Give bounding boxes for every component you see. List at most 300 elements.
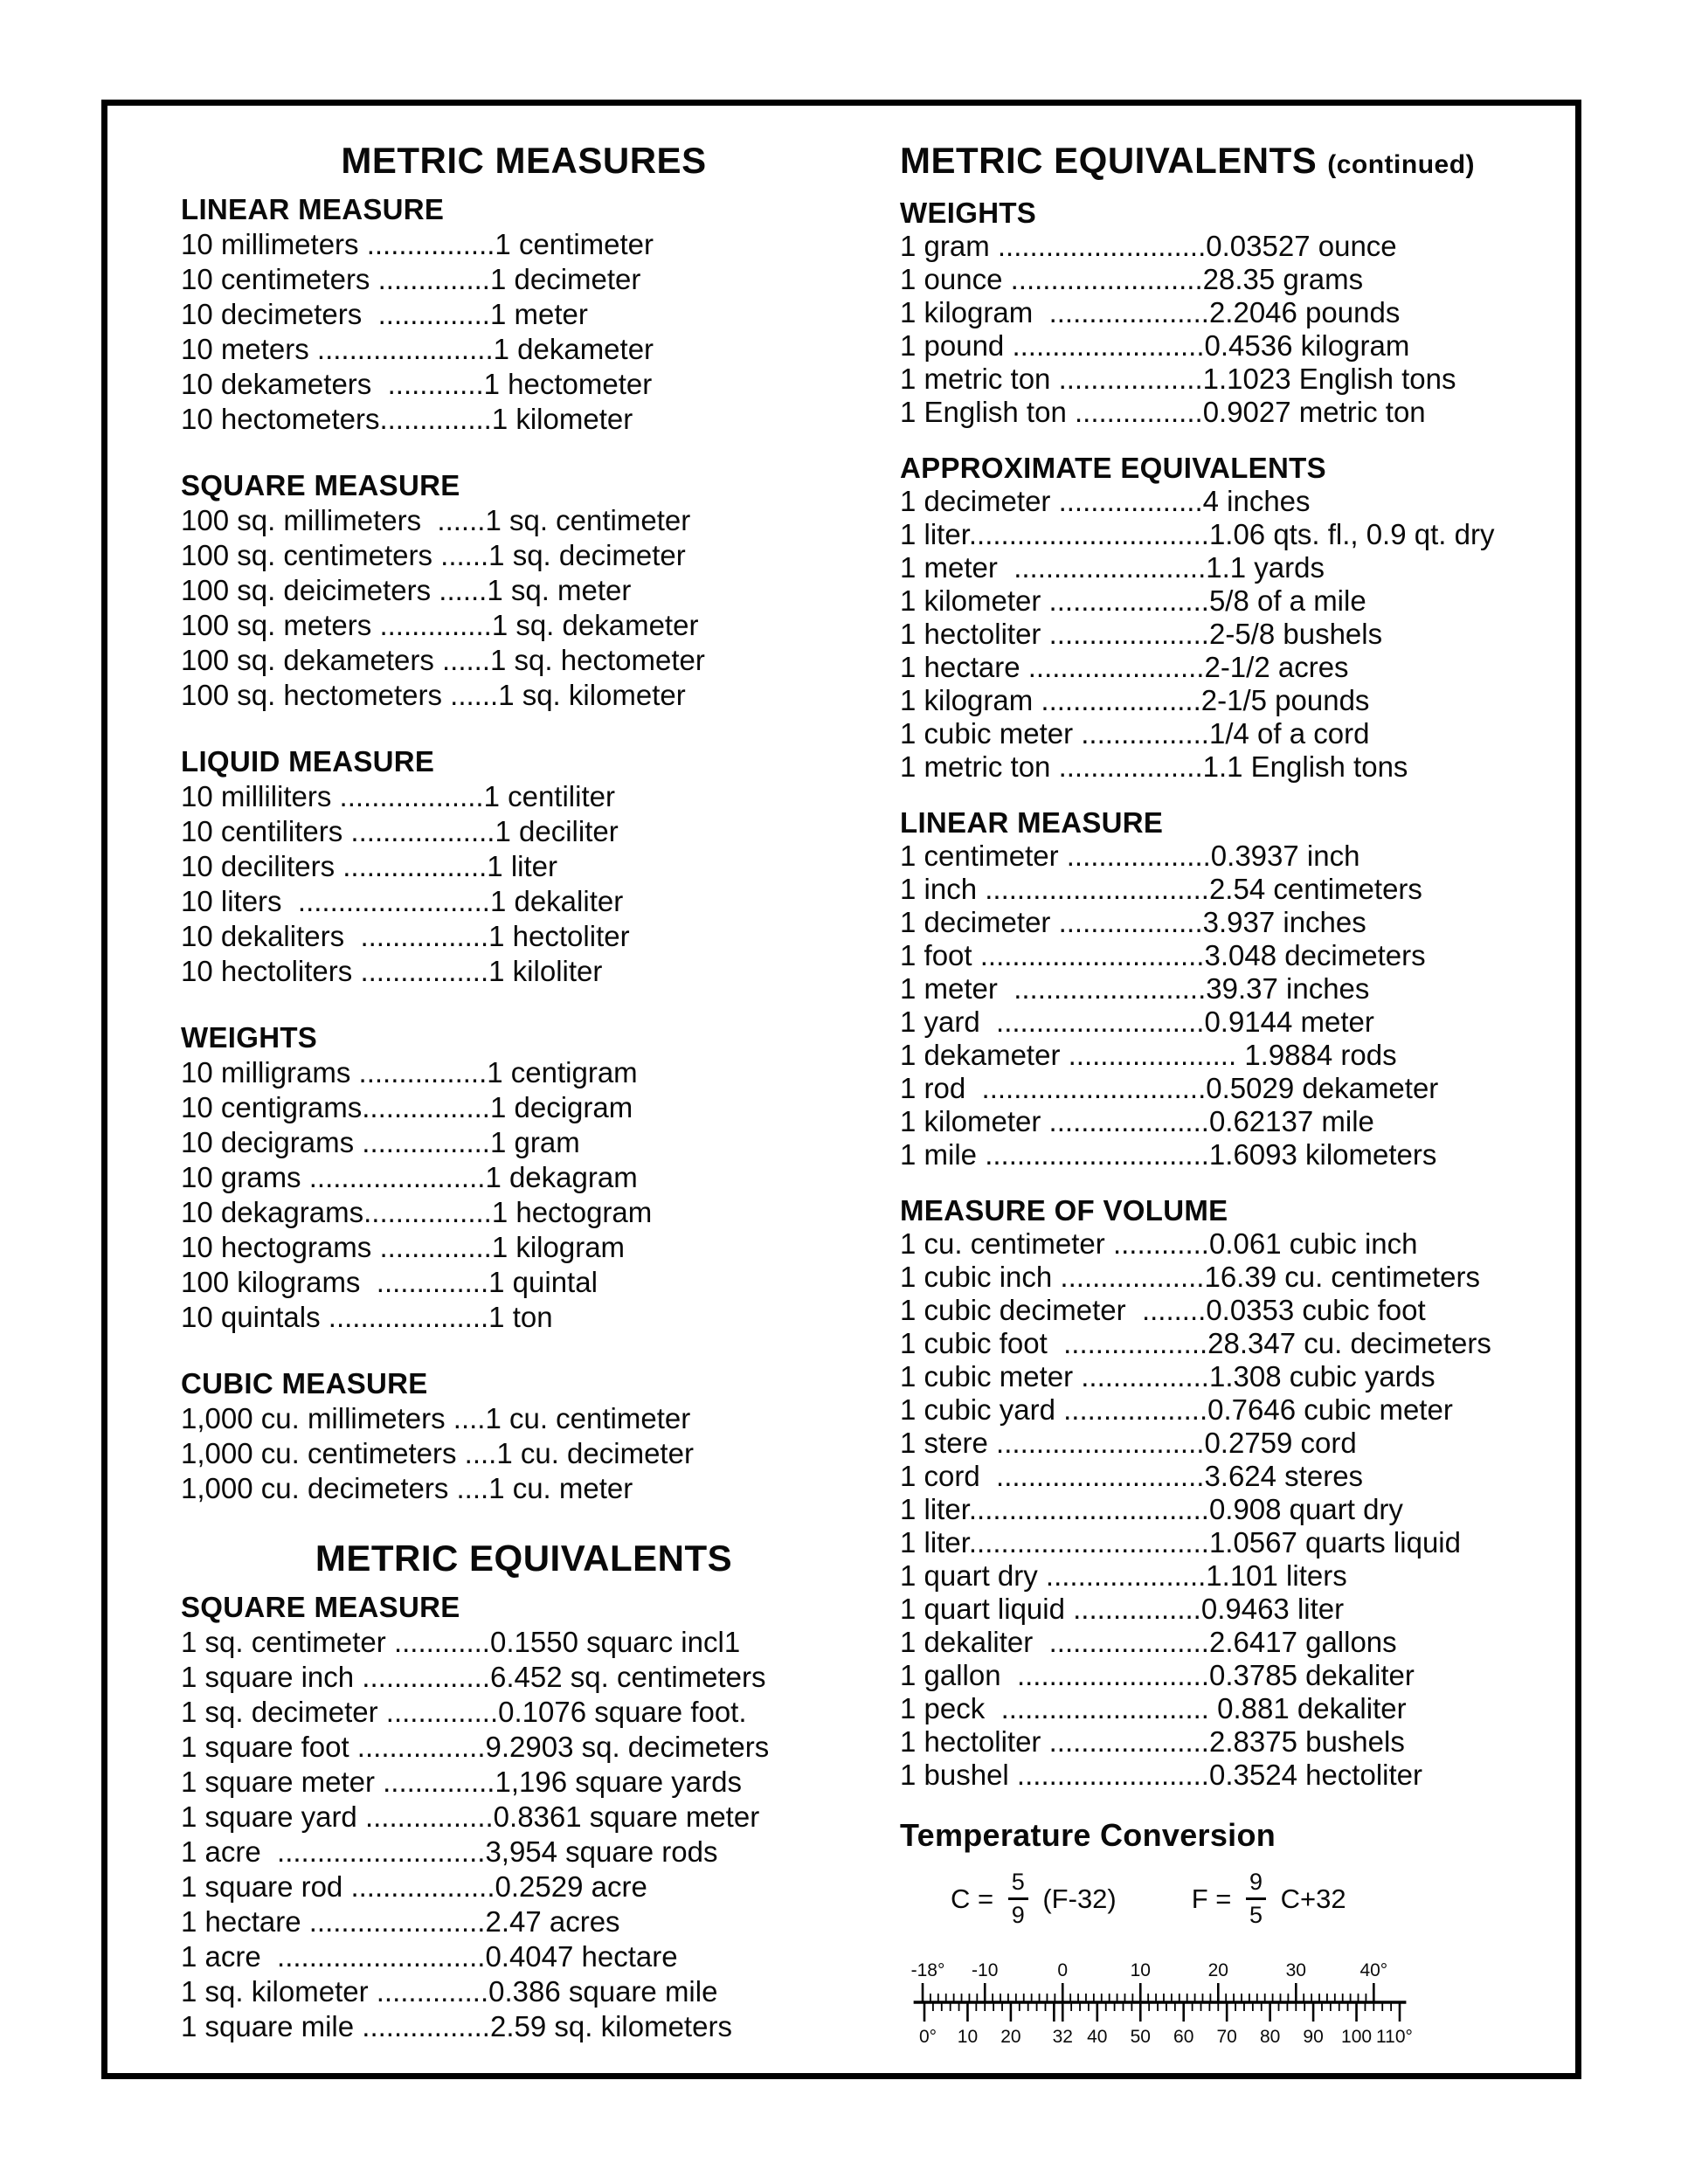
row-label: 1 metric ton — [900, 750, 1051, 783]
dot-leader: .......................... — [979, 1006, 1205, 1038]
conversion-row — [900, 1559, 1575, 1593]
row-label: 1 square inch — [181, 1661, 355, 1693]
page-border-frame — [101, 100, 1581, 2079]
row-value: 1 dekameter — [493, 333, 654, 365]
row-value: 2.54 centimeters — [1208, 873, 1422, 905]
row-value: 3.048 decimeters — [1204, 939, 1426, 971]
row-value: 2.47 acres — [485, 1905, 620, 1938]
dot-leader: .... — [445, 1402, 486, 1434]
conversion-row — [900, 618, 1575, 651]
row-value: 0.4047 hectare — [485, 1940, 678, 1973]
fraction-numerator: 5 — [1008, 1870, 1028, 1900]
dot-leader: ............................ — [965, 1072, 1207, 1104]
conversion-row — [900, 873, 1575, 906]
row-value: 28.347 cu. decimeters — [1207, 1327, 1491, 1359]
row-label: 1 mile — [900, 1138, 978, 1171]
row-label: 10 dekagrams — [181, 1196, 364, 1228]
dot-leader: .................... — [1041, 618, 1209, 650]
dot-leader: .................... — [1041, 1105, 1209, 1137]
page-title — [900, 140, 1575, 186]
dot-leader: ........................ — [1000, 1659, 1209, 1691]
row-label: 1 liter — [900, 1493, 969, 1525]
conversion-row — [900, 1261, 1575, 1294]
row-label: 1,000 cu. decimeters — [181, 1472, 449, 1504]
fahrenheit-tick-label: 32 — [1052, 2027, 1073, 2047]
left-column — [181, 140, 867, 2044]
row-value: 2.59 sq. kilometers — [489, 2010, 732, 2042]
row-value: 1 kilometer — [491, 403, 633, 435]
row-label: 10 centimeters — [181, 263, 370, 295]
dot-leader: ............................ — [977, 873, 1209, 905]
conversion-row — [181, 503, 867, 538]
row-label: 1 decimeter — [900, 906, 1051, 938]
row-label: 100 sq. millimeters — [181, 504, 422, 536]
conversion-row — [900, 972, 1575, 1006]
dot-leader: ................ — [363, 1196, 492, 1228]
row-label: 10 centiliters — [181, 815, 343, 847]
dot-leader: .... — [456, 1437, 497, 1469]
dot-leader: ...................... — [301, 1905, 486, 1938]
row-label: 1 peck — [900, 1692, 986, 1724]
row-value: 1 sq. meter — [487, 574, 632, 606]
row-value: 0.061 cubic inch — [1208, 1227, 1418, 1260]
fahrenheit-tick-label: 90 — [1303, 2027, 1324, 2047]
row-value: 1,196 square yards — [495, 1766, 742, 1798]
row-value: 0.2759 cord — [1204, 1427, 1357, 1459]
conversion-row — [181, 1471, 867, 1506]
dot-leader: .............. — [371, 609, 492, 641]
conversion-row — [900, 651, 1575, 684]
row-value: 0.908 quart dry — [1208, 1493, 1403, 1525]
row-value: 1 cu. centimeter — [485, 1402, 691, 1434]
row-value: 28.35 grams — [1202, 263, 1364, 295]
row-value: 6.452 sq. centimeters — [490, 1661, 766, 1693]
dot-leader: .................. — [1058, 840, 1211, 872]
row-label: 1 kilogram — [900, 684, 1034, 716]
row-label: 1 English ton — [900, 396, 1067, 428]
dot-leader: ........ — [1125, 1294, 1207, 1326]
dot-leader: ................ — [362, 1091, 490, 1123]
dot-leader: .................... — [1041, 584, 1209, 617]
conversion-row — [181, 814, 867, 849]
row-label: 1 metric ton — [900, 363, 1051, 395]
row-label: 1 hectare — [900, 651, 1020, 683]
row-value: 1.308 cubic yards — [1208, 1360, 1435, 1393]
dot-leader: .................... — [320, 1301, 489, 1333]
dot-leader: .................. — [1055, 1393, 1208, 1426]
row-value: 0.3937 inch — [1210, 840, 1360, 872]
dot-leader: .................... — [1041, 1725, 1209, 1758]
dot-leader: .................. — [1050, 750, 1203, 783]
dot-leader: ...................... — [1020, 651, 1205, 683]
dot-leader: ................ — [1066, 396, 1203, 428]
row-value: 3.624 steres — [1204, 1460, 1364, 1492]
row-label: 10 deciliters — [181, 850, 336, 882]
dot-leader: .............. — [374, 1766, 495, 1798]
row-label: 1 acre — [181, 1835, 261, 1868]
row-label: 1 cubic meter — [900, 1360, 1074, 1393]
row-label: 1 dekameter — [900, 1039, 1061, 1071]
fahrenheit-tick-label: 40 — [1087, 2027, 1108, 2047]
row-label: 1 hectare — [181, 1905, 301, 1938]
conversion-row — [900, 1039, 1575, 1072]
conversion-row — [181, 1835, 867, 1870]
conversion-row — [181, 884, 867, 919]
dot-leader: .............. — [379, 403, 492, 435]
row-value: 1 centimeter — [495, 228, 654, 260]
row-value: 1 dekagram — [485, 1161, 638, 1193]
row-value: 4 inches — [1202, 485, 1311, 517]
row-value: 1 cu. meter — [488, 1472, 633, 1504]
row-label: 1 dekaliter — [900, 1626, 1034, 1658]
temperature-scale-ruler — [909, 1950, 1415, 2058]
dot-leader: ................ — [344, 920, 489, 952]
row-value: 0.62137 mile — [1208, 1105, 1374, 1137]
row-label: 1 cord — [900, 1460, 980, 1492]
row-value: 1.1023 English tons — [1202, 363, 1456, 395]
conversion-row — [181, 2009, 867, 2044]
dot-leader: .......................... — [989, 230, 1207, 262]
row-label: 10 grams — [181, 1161, 301, 1193]
row-label: 1 decimeter — [900, 485, 1051, 517]
row-label: 1 kilometer — [900, 584, 1041, 617]
conversion-row — [181, 678, 867, 713]
row-value: 1 kilogram — [491, 1231, 626, 1263]
row-value: 1 sq. decimeter — [488, 539, 686, 571]
dot-leader: ...... — [421, 504, 486, 536]
row-value: 1 hectogram — [491, 1196, 653, 1228]
row-value: 0.2529 acre — [495, 1870, 647, 1903]
dot-leader: .......................... — [260, 1940, 486, 1973]
row-value: 1.9884 rods — [1236, 1039, 1397, 1071]
page-title-text: METRIC EQUIVALENTS — [315, 1538, 733, 1579]
row-value: 1.101 liters — [1206, 1559, 1347, 1592]
row-label: 100 sq. meters — [181, 609, 372, 641]
dot-leader: ...... — [432, 539, 489, 571]
conversion-row — [181, 1904, 867, 1939]
row-label: 10 millimeters — [181, 228, 359, 260]
formula-lhs: C = — [951, 1883, 1001, 1914]
row-label: 1 pound — [900, 329, 1005, 362]
fahrenheit-tick-label: 10 — [957, 2027, 979, 2047]
row-label: 1 hectoliter — [900, 1725, 1041, 1758]
row-label: 1 cubic foot — [900, 1327, 1048, 1359]
conversion-row — [181, 1695, 867, 1730]
row-value: 0.1550 squarc incl1 — [489, 1626, 741, 1658]
conversion-row — [181, 1625, 867, 1660]
conversion-row — [181, 1195, 867, 1230]
dot-leader: .................... — [1037, 1559, 1207, 1592]
dot-leader: ............ — [1104, 1227, 1209, 1260]
row-label: 1 square rod — [181, 1870, 343, 1903]
dot-leader: .............. — [360, 1266, 489, 1298]
row-label: 100 sq. centimeters — [181, 539, 432, 571]
celsius-tick-label: 10 — [1130, 1960, 1151, 1980]
section-heading: APPROXIMATE EQUIVALENTS — [900, 452, 1326, 484]
row-label: 1 cubic yard — [900, 1393, 1055, 1426]
conversion-row — [900, 1626, 1575, 1659]
fahrenheit-tick-label: 0° — [918, 2027, 937, 2047]
dot-leader: ............ — [385, 1626, 490, 1658]
dot-leader: .................. — [1047, 1327, 1208, 1359]
dot-leader: ................ — [349, 1731, 486, 1763]
temperature-formulas — [951, 1870, 1575, 1927]
formula-rhs: (F-32) — [1034, 1883, 1117, 1914]
row-value: 1 sq. hectometer — [490, 644, 705, 676]
fraction-denominator: 5 — [1249, 1902, 1263, 1928]
row-label: 1 square mile — [181, 2010, 355, 2042]
row-label: 1 gram — [900, 230, 990, 262]
row-value: 1 dekaliter — [489, 885, 624, 917]
row-value: 1 hectoliter — [488, 920, 630, 952]
conversion-row — [181, 1300, 867, 1335]
row-label: 10 liters — [181, 885, 282, 917]
celsius-tick-label: 0 — [1057, 1960, 1069, 1980]
conversion-row — [900, 939, 1575, 972]
conversion-row — [900, 1725, 1575, 1759]
dot-leader: ................ — [356, 1800, 494, 1833]
row-value: 0.9463 liter — [1200, 1593, 1345, 1625]
section-heading: LIQUID MEASURE — [181, 745, 435, 778]
conversion-row — [181, 297, 867, 332]
conversion-row — [900, 584, 1575, 618]
dot-leader: .................... — [1033, 684, 1201, 716]
fraction-denominator: 9 — [1011, 1902, 1025, 1928]
conversion-row — [900, 396, 1575, 429]
conversion-row — [900, 1759, 1575, 1792]
celsius-formula — [951, 1870, 1117, 1927]
conversion-row — [181, 1125, 867, 1160]
conversion-row — [181, 608, 867, 643]
right-column — [900, 140, 1575, 2058]
dot-leader: ........................ — [1008, 1759, 1209, 1791]
dot-leader: .......................... — [987, 1427, 1205, 1459]
row-label: 1 liter — [900, 518, 969, 550]
fraction — [1246, 1870, 1266, 1927]
row-label: 10 hectograms — [181, 1231, 372, 1263]
dot-leader: ............................ — [972, 939, 1205, 971]
row-value: 3,954 square rods — [485, 1835, 718, 1868]
row-value: 1 centiliter — [483, 780, 615, 812]
section-heading: WEIGHTS — [181, 1021, 318, 1054]
row-label: 10 hectometers — [181, 403, 380, 435]
row-value: 1 ton — [488, 1301, 553, 1333]
conversion-row — [900, 1460, 1575, 1493]
celsius-tick-label: 20 — [1207, 1960, 1228, 1980]
row-label: 1 stere — [900, 1427, 988, 1459]
page-title-text: METRIC MEASURES — [341, 140, 707, 181]
conversion-row — [181, 1090, 867, 1125]
row-value: 0.03527 ounce — [1206, 230, 1397, 262]
row-label: 1 gallon — [900, 1659, 1001, 1691]
dot-leader: .................. — [1050, 363, 1203, 395]
section-heading: MEASURE OF VOLUME — [900, 1194, 1228, 1227]
row-value: 1.0567 quarts liquid — [1208, 1526, 1461, 1559]
row-label: 1 centimeter — [900, 840, 1059, 872]
dot-leader: ................ — [1064, 1593, 1201, 1625]
row-value: 39.37 inches — [1206, 972, 1370, 1005]
fahrenheit-tick-label: 110° — [1376, 2027, 1413, 2047]
row-value: 1 sq. centimeter — [485, 504, 691, 536]
row-value: 2.6417 gallons — [1208, 1626, 1397, 1658]
row-value: 1.1 English tons — [1202, 750, 1408, 783]
row-label: 100 sq. dekameters — [181, 644, 434, 676]
dot-leader: ...................... — [308, 333, 494, 365]
dot-leader: .............................. — [968, 518, 1209, 550]
row-label: 1 square foot — [181, 1731, 349, 1763]
row-label: 1 hectoliter — [900, 618, 1041, 650]
row-label: 1 kilometer — [900, 1105, 1041, 1137]
dot-leader: .............................. — [968, 1526, 1209, 1559]
row-value: 1 meter — [489, 298, 588, 330]
row-label: 1 sq. kilometer — [181, 1975, 369, 2008]
row-label: 10 hectoliters — [181, 955, 353, 987]
row-label: 1 yard — [900, 1006, 980, 1038]
row-label: 100 sq. deicimeters — [181, 574, 432, 606]
dot-leader: .................. — [331, 780, 484, 812]
conversion-row — [181, 538, 867, 573]
row-value: 1/4 of a cord — [1208, 717, 1370, 750]
celsius-tick-label: 30 — [1285, 1960, 1306, 1980]
row-label: 100 sq. hectometers — [181, 679, 442, 711]
conversion-row — [181, 1660, 867, 1695]
formula-rhs: C+32 — [1273, 1883, 1346, 1914]
conversion-row — [900, 551, 1575, 584]
row-label: 1 cu. centimeter — [900, 1227, 1105, 1260]
conversion-row — [900, 485, 1575, 518]
row-label: 1 cubic decimeter — [900, 1294, 1126, 1326]
conversion-row — [900, 1659, 1575, 1692]
conversion-row — [900, 363, 1575, 396]
row-value: 0.9144 meter — [1204, 1006, 1374, 1038]
conversion-row — [181, 402, 867, 437]
dot-leader: ................ — [1073, 717, 1209, 750]
row-label: 1 acre — [181, 1940, 261, 1973]
row-label: 1 liter — [900, 1526, 969, 1559]
row-value: 3.937 inches — [1202, 906, 1366, 938]
dot-leader: .................. — [342, 815, 495, 847]
dot-leader: ........................ — [997, 551, 1207, 584]
row-value: 2-5/8 bushels — [1208, 618, 1383, 650]
row-value: 2.8375 bushels — [1208, 1725, 1405, 1758]
conversion-row — [181, 643, 867, 678]
row-label: 1 ounce — [900, 263, 1003, 295]
dot-leader: ............................ — [977, 1138, 1209, 1171]
row-label: 1 meter — [900, 972, 998, 1005]
section-heading: CUBIC MEASURE — [181, 1367, 428, 1400]
row-value: 0.386 square mile — [488, 1975, 718, 2008]
dot-leader: ........................ — [1002, 263, 1203, 295]
conversion-row — [181, 1730, 867, 1765]
row-value: 1 cu. decimeter — [496, 1437, 694, 1469]
row-value: 0.0353 cubic foot — [1206, 1294, 1426, 1326]
dot-leader: .................. — [342, 1870, 495, 1903]
dot-leader: ................ — [352, 955, 489, 987]
dot-leader: .................. — [1050, 906, 1203, 938]
row-value: 2-1/5 pounds — [1200, 684, 1370, 716]
conversion-row — [900, 1360, 1575, 1393]
conversion-row — [181, 1436, 867, 1471]
fraction — [1008, 1870, 1028, 1927]
conversion-row — [181, 919, 867, 954]
conversion-row — [900, 296, 1575, 329]
dot-leader: ........................ — [997, 972, 1207, 1005]
section-heading: WEIGHTS — [900, 197, 1037, 229]
row-value: 0.3524 hectoliter — [1208, 1759, 1422, 1791]
conversion-row — [900, 1593, 1575, 1626]
dot-leader: ........................ — [281, 885, 490, 917]
row-value: 1 deciliter — [495, 815, 619, 847]
row-value: 1.06 qts. fl., 0.9 qt. dry — [1208, 518, 1495, 550]
row-value: 0.4536 kilogram — [1204, 329, 1410, 362]
dot-leader: ............ — [371, 368, 484, 400]
conversion-row — [181, 1870, 867, 1904]
row-label: 1 quart dry — [900, 1559, 1038, 1592]
conversion-row — [900, 263, 1575, 296]
row-value: 0.9027 metric ton — [1202, 396, 1426, 428]
row-value: 9.2903 sq. decimeters — [485, 1731, 770, 1763]
row-value: 1 decigram — [489, 1091, 633, 1123]
row-value: 1 quintal — [488, 1266, 598, 1298]
row-value: 0.3785 dekaliter — [1209, 1659, 1415, 1691]
dot-leader: .......................... — [979, 1460, 1205, 1492]
conversion-row — [181, 227, 867, 262]
temperature-conversion-heading: Temperature Conversion — [900, 1817, 1276, 1853]
row-label: 10 decimeters — [181, 298, 363, 330]
dot-leader: .................. — [1050, 485, 1203, 517]
conversion-row — [181, 1055, 867, 1090]
conversion-row — [181, 262, 867, 297]
celsius-tick-label: -10 — [972, 1960, 999, 1980]
dot-leader: .............. — [368, 1975, 489, 2008]
dot-leader: .......................... — [985, 1692, 1209, 1724]
dot-leader: .............. — [362, 298, 490, 330]
row-value: 0.7646 cubic meter — [1207, 1393, 1453, 1426]
conversion-row — [900, 717, 1575, 750]
row-value: 1 hectometer — [483, 368, 653, 400]
dot-leader: ................ — [354, 2010, 490, 2042]
conversion-row — [900, 1692, 1575, 1725]
row-label: 1 sq. decimeter — [181, 1696, 378, 1728]
dot-leader: .............................. — [968, 1493, 1209, 1525]
section-heading: LINEAR MEASURE — [900, 806, 1164, 839]
fahrenheit-tick-label: 100 — [1341, 2027, 1373, 2047]
fahrenheit-tick-label: 80 — [1259, 2027, 1281, 2047]
row-label: 1 square yard — [181, 1800, 357, 1833]
conversion-row — [181, 573, 867, 608]
row-label: 1 sq. centimeter — [181, 1626, 386, 1658]
row-label: 10 decigrams — [181, 1126, 355, 1158]
dot-leader: ...... — [431, 574, 488, 606]
dot-leader: ................ — [354, 1661, 491, 1693]
row-label: 1 square meter — [181, 1766, 375, 1798]
dot-leader: ................ — [350, 1056, 488, 1089]
row-label: 1 foot — [900, 939, 972, 971]
dot-leader: .............. — [371, 1231, 492, 1263]
row-label: 1 bushel — [900, 1759, 1009, 1791]
row-value: 1 sq. dekameter — [491, 609, 699, 641]
conversion-row — [900, 684, 1575, 717]
dot-leader: ..................... — [1060, 1039, 1237, 1071]
page-title — [181, 140, 867, 182]
dot-leader: ...... — [433, 644, 491, 676]
fahrenheit-formula — [1192, 1870, 1346, 1927]
conversion-row — [900, 1072, 1575, 1105]
conversion-row — [900, 518, 1575, 551]
row-value: 2.2046 pounds — [1208, 296, 1401, 328]
row-value: 1.6093 kilometers — [1208, 1138, 1437, 1171]
conversion-row — [181, 1765, 867, 1800]
